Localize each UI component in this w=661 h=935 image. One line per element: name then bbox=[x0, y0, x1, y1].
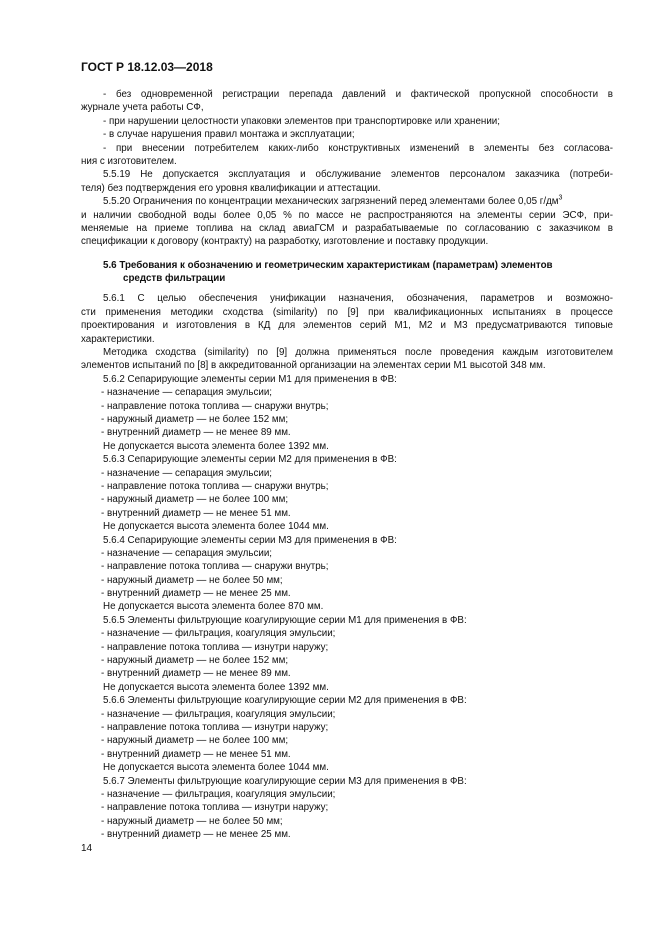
list-item: - направление потока топлива — изнутри наружу; bbox=[101, 721, 329, 733]
text-line: - без одновременной регистрации перепада давлений и фактической пропускной способности в bbox=[103, 89, 613, 100]
list-item: - направление потока топлива — изнутри наружу; bbox=[101, 641, 329, 653]
text-line: сти применения методики сходства (similarity) по [9] при квалификационных испытаниях в процессе bbox=[81, 306, 613, 318]
list-item: - внутренний диаметр — не менее 51 мм. bbox=[101, 507, 291, 519]
text-line: и наличии свободной воды более 0,05 % по массе не распространяются на элементы серии ЭСФ, при- bbox=[81, 209, 613, 221]
list-item: - назначение — фильтрация, коагуляция эмульсии; bbox=[101, 628, 336, 640]
list-item: - наружный диаметр — не более 50 мм; bbox=[101, 574, 283, 586]
list-item: - назначение — фильтрация, коагуляция эмульсии; bbox=[101, 708, 336, 720]
list-heading: 5.6.3 Сепарирующие элементы серии М2 для применения в ФВ: bbox=[103, 454, 397, 466]
list-item: - направление потока топлива — снаружи внутрь; bbox=[101, 561, 329, 573]
list-item: - внутренний диаметр — не менее 89 мм. bbox=[101, 668, 291, 680]
text-line: теля) без подтверждения его уровня квалификации и аттестации. bbox=[81, 182, 381, 194]
document-body bbox=[81, 88, 613, 841]
text-line: меняемые на приеме топлива на склад авиаГСМ и разрабатываемые по согласованию с заказчиком в bbox=[81, 222, 613, 234]
section-heading-continued: средств фильтрации bbox=[123, 273, 226, 285]
list-item: - назначение — сепарация эмульсии; bbox=[101, 547, 273, 559]
list-item: - внутренний диаметр — не менее 25 мм. bbox=[101, 829, 291, 841]
text-line: 5.5.19 Не допускается эксплуатация и обслуживание элементов персоналом заказчика (потреби- bbox=[103, 169, 613, 181]
superscript: 3 bbox=[558, 194, 563, 202]
document-header: ГОСТ Р 18.12.03—2018 bbox=[81, 60, 213, 74]
text-line: Не допускается высота элемента более 1044 мм. bbox=[103, 762, 329, 774]
text-line: - при внесении потребителем каких-либо конструктивных изменений в элементы без согласова- bbox=[103, 142, 613, 154]
text-line: - при нарушении целостности упаковки элементов при транспортировке или хранении; bbox=[103, 115, 500, 127]
list-item: - наружный диаметр — не более 100 мм; bbox=[101, 735, 289, 747]
list-item: - наружный диаметр — не более 100 мм; bbox=[101, 494, 289, 506]
text-line: Не допускается высота элемента более 1392 мм. bbox=[103, 681, 329, 693]
text-line: проектирования и изготовления в КД для элементов серий М1, М2 и М3 предусматриваются типовые bbox=[81, 320, 613, 332]
text-line: Не допускается высота элемента более 1044 мм. bbox=[103, 521, 329, 533]
text-span: 5.5.20 Ограничения по концентрации механических загрязнений перед элементами более 0,05 г/дм bbox=[103, 196, 559, 208]
text-line: журнале учета работы СФ, bbox=[81, 102, 204, 114]
text-line: 5.6.1 С целью обеспечения унификации назначения, обозначения, параметров и возможно- bbox=[103, 293, 613, 305]
list-item: - наружный диаметр — не более 152 мм; bbox=[101, 413, 289, 425]
text-line bbox=[81, 195, 613, 208]
list-item: - назначение — сепарация эмульсии; bbox=[101, 467, 273, 479]
list-heading: 5.6.4 Сепарирующие элементы серии М3 для применения в ФВ: bbox=[103, 534, 397, 546]
text-line: Методика сходства (similarity) по [9] должна применяться после проведения каждым изготовителем bbox=[103, 347, 613, 359]
text-line: ния с изготовителем. bbox=[81, 155, 177, 167]
list-item: - направление потока топлива — изнутри наружу; bbox=[101, 802, 329, 814]
list-item: - внутренний диаметр — не менее 25 мм. bbox=[101, 588, 291, 600]
text-line: спецификации к договору (контракту) на разработку, изготовление и поставку продукции. bbox=[81, 236, 489, 248]
text-line: Не допускается высота элемента более 870 мм. bbox=[103, 601, 324, 613]
text-line: Не допускается высота элемента более 1392 мм. bbox=[103, 440, 329, 452]
list-heading: 5.6.5 Элементы фильтрующие коагулирующие серии М1 для применения в ФВ: bbox=[103, 614, 467, 626]
list-item: - назначение — фильтрация, коагуляция эмульсии; bbox=[101, 788, 336, 800]
text-line: элементов испытаний по [8] в аккредитованной организации на элементах серии М1 высотой 348 мм. bbox=[81, 360, 546, 372]
list-heading: 5.6.2 Сепарирующие элементы серии М1 для применения в ФВ: bbox=[103, 373, 397, 385]
page-number: 14 bbox=[81, 843, 93, 854]
list-item: - направление потока топлива — снаружи внутрь; bbox=[101, 400, 329, 412]
list-item: - назначение — сепарация эмульсии; bbox=[101, 387, 273, 399]
list-item: - наружный диаметр — не более 50 мм; bbox=[101, 815, 283, 827]
list-item: - внутренний диаметр — не менее 89 мм. bbox=[101, 427, 291, 439]
list-item: - внутренний диаметр — не менее 51 мм. bbox=[101, 748, 291, 760]
text-line: характеристики. bbox=[81, 333, 155, 345]
text-line: - в случае нарушения правил монтажа и эксплуатации; bbox=[103, 129, 355, 141]
list-heading: 5.6.6 Элементы фильтрующие коагулирующие серии М2 для применения в ФВ: bbox=[103, 695, 467, 707]
section-heading: 5.6 Требования к обозначению и геометрическим характеристикам (параметрам) элементов bbox=[103, 259, 553, 271]
spacer bbox=[81, 249, 613, 256]
list-heading: 5.6.7 Элементы фильтрующие коагулирующие серии М3 для применения в ФВ: bbox=[103, 775, 467, 787]
list-item: - направление потока топлива — снаружи внутрь; bbox=[101, 480, 329, 492]
list-item: - наружный диаметр — не более 152 мм; bbox=[101, 655, 289, 667]
spacer bbox=[81, 285, 613, 292]
